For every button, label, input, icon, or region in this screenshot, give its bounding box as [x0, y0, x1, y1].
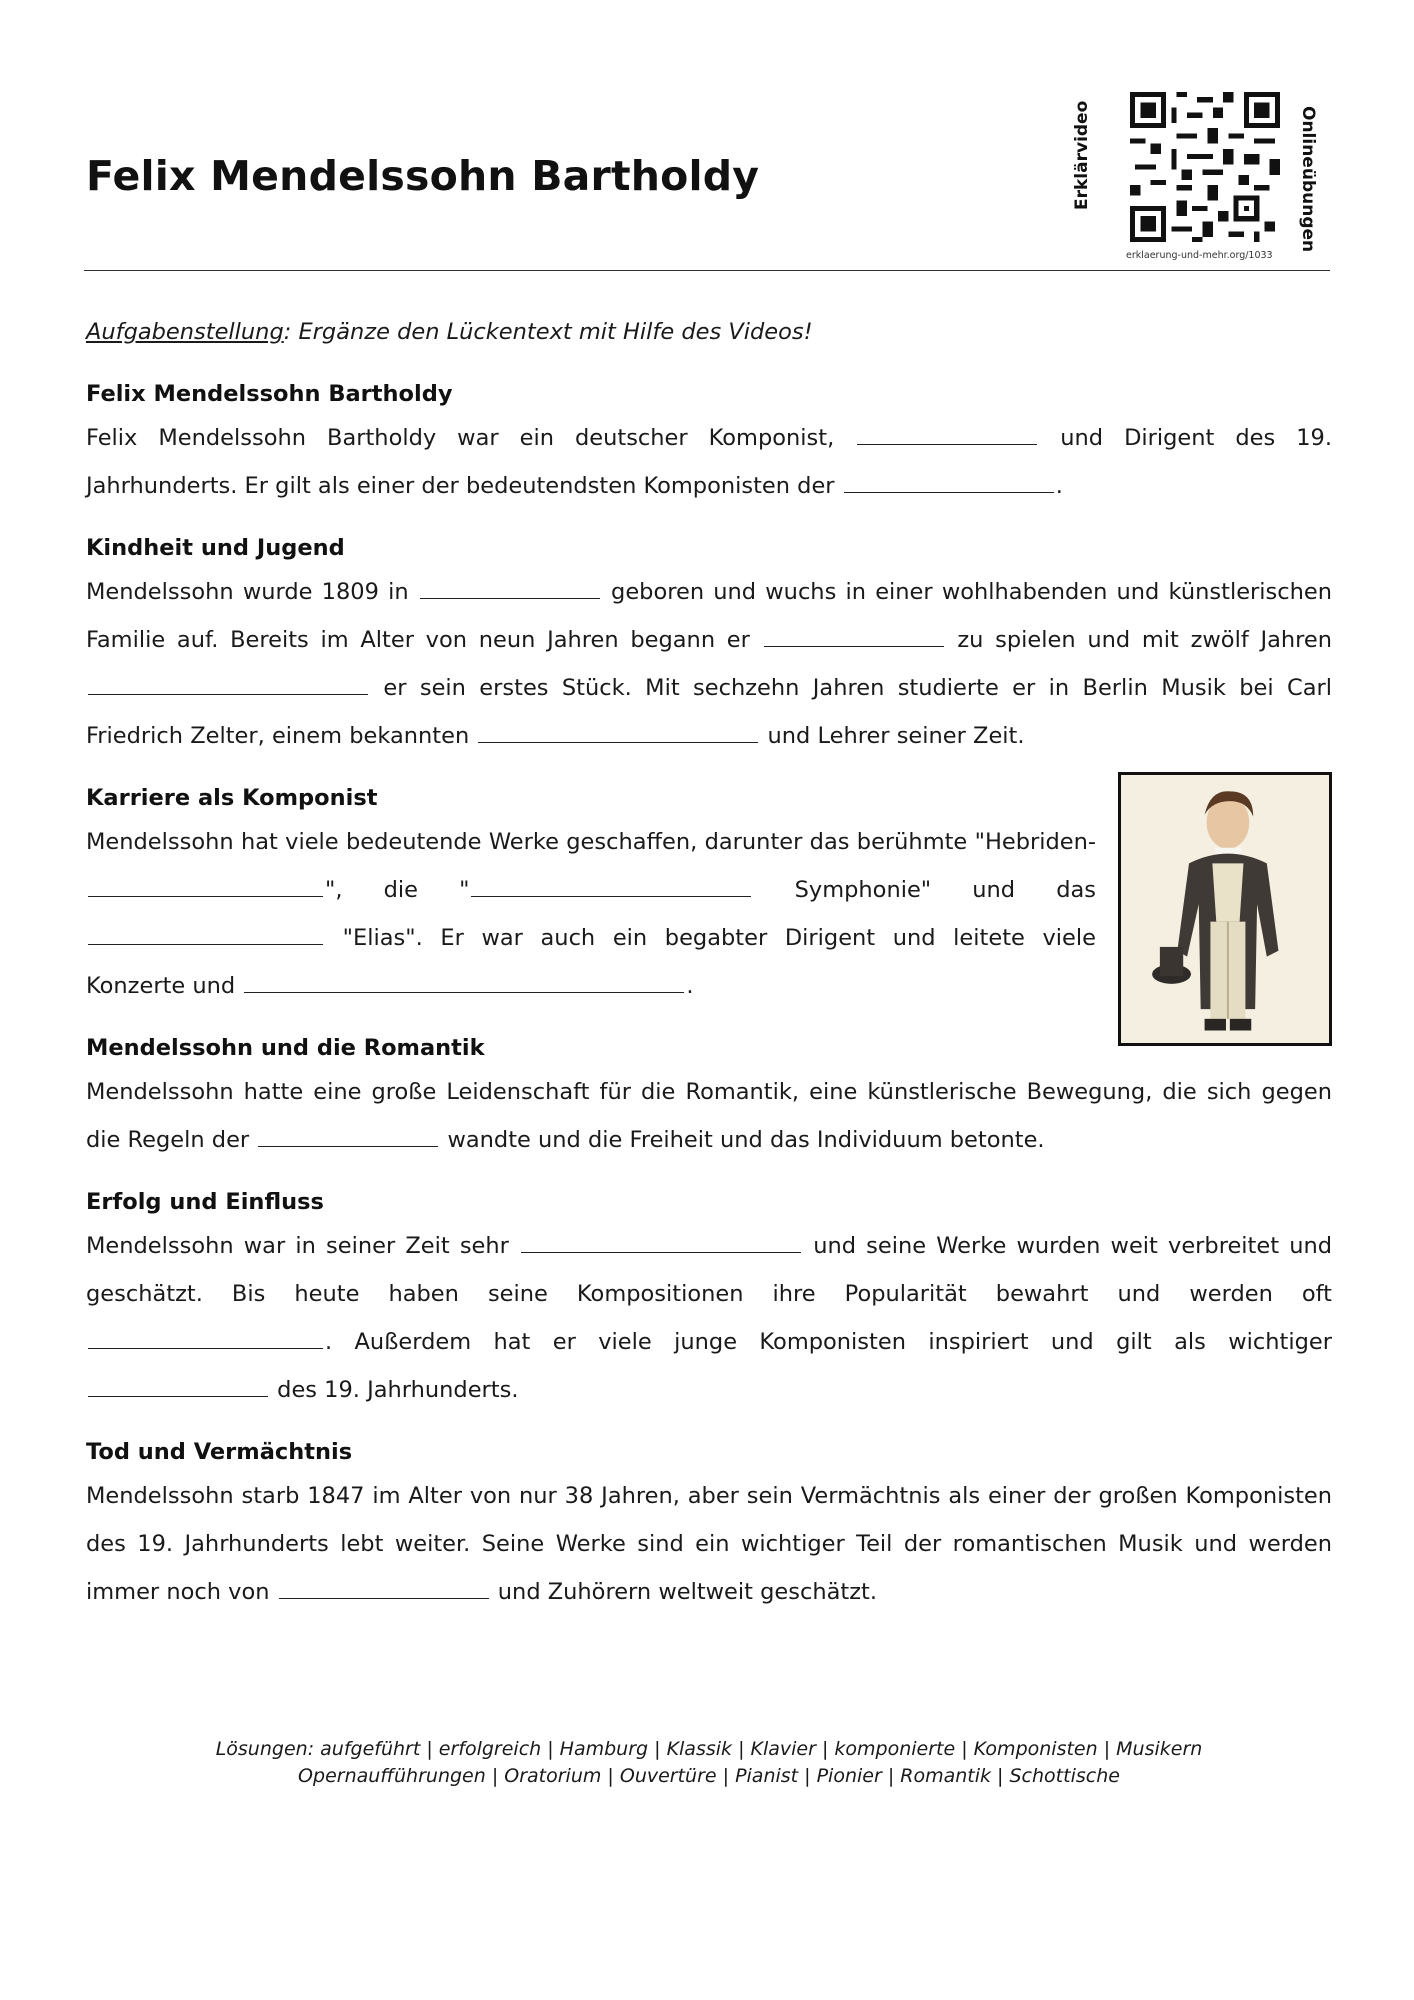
- section-heading-romantic: Mendelssohn und die Romantik: [86, 1035, 485, 1061]
- blank-field[interactable]: [857, 422, 1037, 445]
- solutions-line: Lösungen: aufgeführt | erfolgreich | Hamburg | Klassik | Klavier | komponierte | Komponisten | Musikern: [215, 1738, 1203, 1760]
- section-text-death: [86, 1472, 1332, 1616]
- section-text-career: [86, 818, 1096, 1010]
- text-run: Mendelssohn starb 1847 im Alter von nur 38 Jahren, aber sein Vermächtnis als einer der großen Komponisten des 19. Jahrhunderts lebt weiter. Seine Werke sind ein wichtiger Teil der romantischen Musik und werden immer noch von: [86, 1483, 1332, 1605]
- composer-portrait: [1118, 772, 1332, 1046]
- section-text-success: [86, 1222, 1332, 1414]
- blank-field[interactable]: [471, 874, 751, 897]
- blank-field[interactable]: [764, 624, 944, 647]
- blank-field[interactable]: [521, 1230, 801, 1253]
- section-heading-success: Erfolg und Einfluss: [86, 1189, 324, 1215]
- text-run: und seine Werke wurden weit verbreitet und geschätzt. Bis heute haben seine Kompositionen ihre Popularität bewahrt und werden oft: [86, 1233, 1332, 1307]
- section-text-intro: [86, 414, 1332, 510]
- text-run: Mendelssohn hatte eine große Leidenschaft für die Romantik, eine künstlerische Bewegung, die sich gegen die Regeln der: [86, 1079, 1332, 1153]
- section-heading-career: Karriere als Komponist: [86, 785, 378, 811]
- worksheet-body: [86, 308, 1332, 1634]
- solutions-line: Opernaufführungen | Oratorium | Ouvertüre | Pianist | Pionier | Romantik | Schottische: [298, 1765, 1120, 1787]
- text-run: und Dirigent des 19. Jahrhunderts. Er gilt als einer der bedeutendsten Komponisten der: [86, 425, 1333, 499]
- blank-field[interactable]: [244, 970, 684, 993]
- text-run: und Lehrer seiner Zeit.: [767, 723, 1025, 749]
- section-heading-intro: Felix Mendelssohn Bartholdy: [86, 381, 453, 407]
- text-run: .: [1055, 473, 1063, 499]
- text-run: "Elias". Er war auch ein begabter Dirigent und leitete viele Konzerte und: [86, 925, 1096, 999]
- text-run: er sein erstes Stück. Mit sechzehn Jahren studierte er in Berlin Musik bei Carl Friedrich Zelter, einem bekannten: [86, 675, 1333, 749]
- text-run: Mendelssohn hat viele bedeutende Werke geschaffen, darunter das berühmte "Hebriden-: [86, 829, 1096, 855]
- section-heading-death: Tod und Vermächtnis: [86, 1439, 353, 1465]
- blank-field[interactable]: [88, 1374, 268, 1397]
- online-exercises-label: Onlineübungen: [1298, 106, 1318, 253]
- task-label: Aufgabenstellung: [86, 319, 284, 345]
- section-text-childhood: [86, 568, 1332, 760]
- text-run: Mendelssohn war in seiner Zeit sehr: [86, 1233, 509, 1259]
- header-divider: [84, 270, 1330, 271]
- text-run: .: [686, 973, 694, 999]
- career-section: [86, 818, 1332, 1010]
- text-run: zu spielen und mit zwölf Jahren: [957, 627, 1333, 653]
- text-run: geboren und wuchs in einer wohlhabenden und künstlerischen Familie auf. Bereits im Alter von neun Jahren begann er: [86, 579, 1332, 653]
- blank-field[interactable]: [88, 672, 368, 695]
- blank-field[interactable]: [88, 874, 323, 897]
- solutions-box: [86, 1736, 1332, 1790]
- blank-field[interactable]: [478, 720, 758, 743]
- text-run: des 19. Jahrhunderts.: [277, 1377, 519, 1403]
- blank-field[interactable]: [420, 576, 600, 599]
- text-run: Symphonie" und das: [794, 877, 1097, 903]
- blank-field[interactable]: [88, 1326, 323, 1349]
- blank-field[interactable]: [258, 1124, 438, 1147]
- explainer-video-label: Erklärvideo: [1072, 100, 1092, 210]
- section-text-romantic: [86, 1068, 1332, 1164]
- text-run: wandte und die Freiheit und das Individuum betonte.: [447, 1127, 1045, 1153]
- blank-field[interactable]: [88, 922, 323, 945]
- text-run: Felix Mendelssohn Bartholdy war ein deutscher Komponist,: [86, 425, 835, 451]
- task-text: : Ergänze den Lückentext mit Hilfe des Videos!: [283, 319, 813, 345]
- page-title: Felix Mendelssohn Bartholdy: [86, 152, 760, 200]
- blank-field[interactable]: [844, 470, 1054, 493]
- qr-code-icon[interactable]: [1130, 92, 1280, 242]
- text-run: Mendelssohn wurde 1809 in: [86, 579, 409, 605]
- section-heading-childhood: Kindheit und Jugend: [86, 535, 345, 561]
- text-run: ", die ": [325, 877, 470, 903]
- qr-url: erklaerung-und-mehr.org/1033: [1126, 250, 1273, 261]
- task-instruction: [86, 308, 1332, 356]
- text-run: . Außerdem hat er viele junge Komponisten inspiriert und gilt als wichtiger: [325, 1329, 1332, 1355]
- blank-field[interactable]: [279, 1576, 489, 1599]
- text-run: und Zuhörern weltweit geschätzt.: [497, 1579, 877, 1605]
